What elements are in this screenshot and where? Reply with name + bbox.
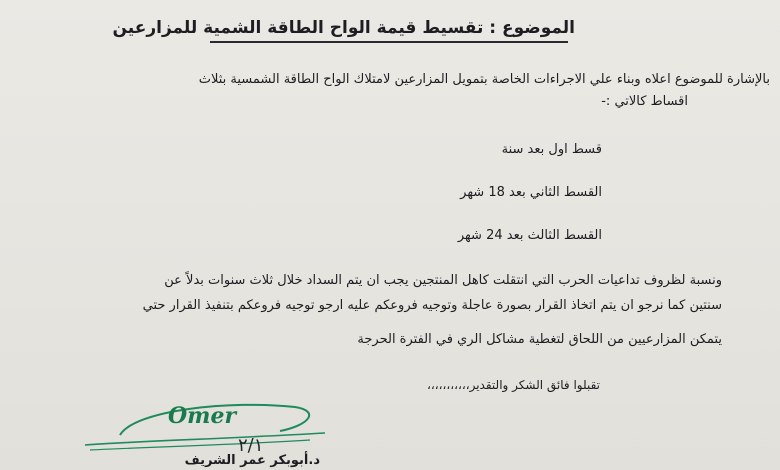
signature-mark: ٢/١ — [238, 435, 264, 456]
subject-underline — [210, 41, 568, 43]
signer-name: د.أبوبكر عمر الشريف — [184, 453, 320, 468]
installment-1: قسط اول بعد سنة — [501, 142, 602, 157]
installment-3: القسط الثالث بعد 24 شهر — [457, 228, 602, 243]
body-line-1: بالإشارة للموضوع اعلاه وبناء علي الاجراءات الخاصة بتمويل المزارعين لامتلاك الواح الطاقة الشمسية بثلاث — [198, 72, 770, 87]
letter-subject: الموضوع : تقسيط قيمة الواح الطاقة الشمية للمزارعين — [112, 18, 575, 38]
body-line-2: اقساط كالاتي :- — [601, 94, 688, 109]
body-line-7: سنتين كما نرجو ان يتم اتخاذ القرار بصورة عاجلة وتوجيه فروعكم عليه ارجو توجيه فروعكم بتنفيذ القرار حتي — [142, 298, 722, 313]
body-line-8: يتمكن المزارعيين من اللحاق لتغطية مشاكل الري في الفترة الحرجة — [357, 332, 722, 347]
installment-2: القسط الثاني بعد 18 شهر — [460, 185, 602, 200]
signature-word: Omer — [168, 403, 237, 429]
body-line-6: ونسبة لظروف تداعيات الحرب التي انتقلت كاهل المنتجين يجب ان يتم السداد خلال ثلاث سنوات بدلاً عن — [164, 273, 722, 288]
closing-line: تقبلوا فائق الشكر والتقدير،،،،،،،،،،، — [426, 378, 600, 392]
